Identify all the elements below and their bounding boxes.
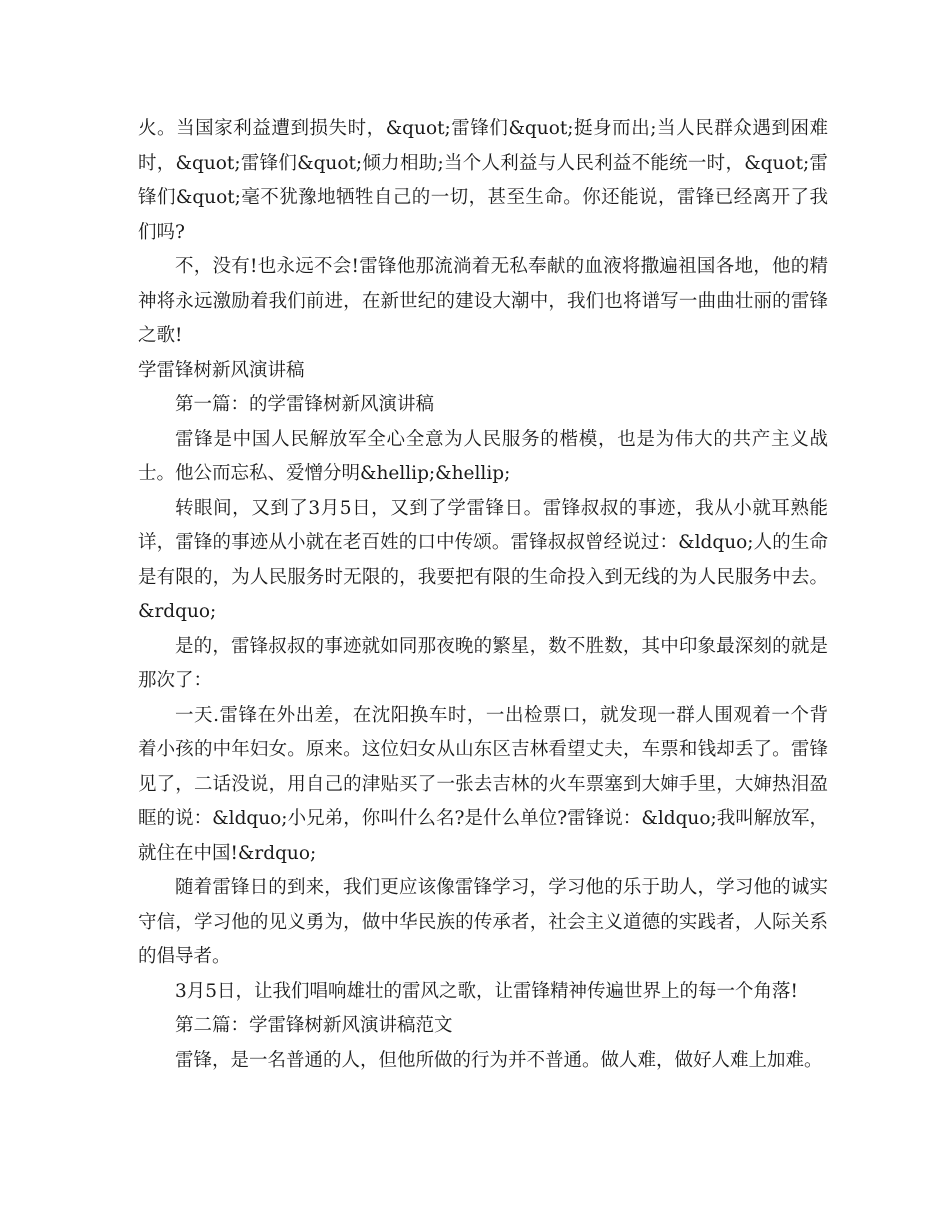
paragraph-6: 一天.雷锋在外出差，在沈阳换车时，一出检票口，就发现一群人围观着一个背着小孩的中年妇女。原来。这位妇女从山东区吉林看望丈夫，车票和钱却丢了。雷锋见了，二话没说，用自己的津贴买了一张去吉林的火车票塞到大婶手里，大婶热泪盈眶的说：&ldquo;小兄弟，你叫什么名?是什么单位?雷锋说：&ldquo;我叫解放军，就住在中国!&rdquo; (138, 704, 828, 864)
paragraph-8: 3月5日，让我们唱响雄壮的雷风之歌，让雷锋精神传遍世界上的每一个角落! (175, 980, 798, 1002)
paragraph-3: 雷锋是中国人民解放军全心全意为人民服务的楷模，也是为伟大的共产主义战士。他公而忘私、爱憎分明&hellip;&hellip; (138, 428, 828, 484)
chapter-title-2: 第二篇：学雷锋树新风演讲稿范文 (175, 1015, 453, 1036)
paragraph-1: 火。当国家利益遭到损失时，&quot;雷锋们&quot;挺身而出;当人民群众遇到困难时，&quot;雷锋们&quot;倾力相助;当个人利益与人民利益不能统一时，&quot;雷锋们&quot;毫不犹豫地牺牲自己的一切，甚至生命。你还能说，雷锋已经离开了我们吗? (138, 118, 828, 243)
paragraph-9: 雷锋，是一名普通的人，但他所做的行为并不普通。做人难，做好人难上加难。 (175, 1049, 823, 1071)
document-body (138, 112, 828, 1078)
section-title: 学雷锋树新风演讲稿 (138, 359, 305, 381)
paragraph-4: 转眼间，又到了3月5日，又到了学雷锋日。雷锋叔叔的事迹，我从小就耳熟能详，雷锋的事迹从小就在老百姓的口中传颂。雷锋叔叔曾经说过：&ldquo;人的生命是有限的，为人民服务时无限的，我要把有限的生命投入到无线的为人民服务中去。&rdquo; (138, 497, 828, 622)
paragraph-2: 不，没有!也永远不会!雷锋他那流淌着无私奉献的血液将撒遍祖国各地，他的精神将永远激励着我们前进，在新世纪的建设大潮中，我们也将谱写一曲曲壮丽的雷锋之歌! (138, 256, 828, 346)
paragraph-5: 是的，雷锋叔叔的事迹就如同那夜晚的繁星，数不胜数，其中印象最深刻的就是那次了： (138, 635, 828, 691)
chapter-title-1: 第一篇：的学雷锋树新风演讲稿 (175, 394, 435, 415)
paragraph-7: 随着雷锋日的到来，我们更应该像雷锋学习，学习他的乐于助人，学习他的诚实守信，学习他的见义勇为，做中华民族的传承者，社会主义道德的实践者，人际关系的倡导者。 (138, 877, 828, 967)
